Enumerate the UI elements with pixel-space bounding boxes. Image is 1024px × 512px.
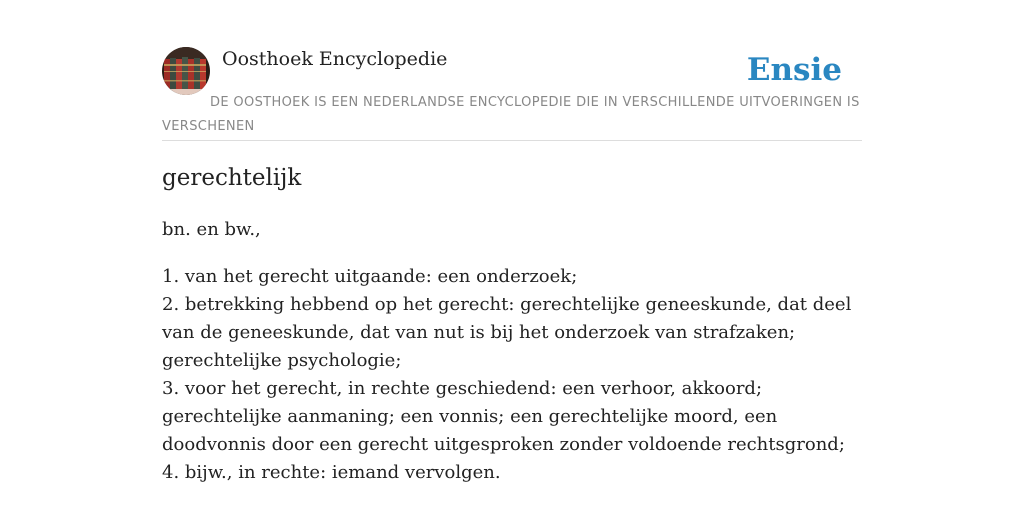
source-name[interactable]: Oosthoek Encyclopedie — [222, 48, 448, 70]
part-of-speech: bn. en bw., — [162, 219, 261, 240]
definition-item: 1. van het gerecht uitgaande: een onderzoek; — [162, 266, 578, 287]
definition-item: 3. voor het gerecht, in rechte geschiedend: een verhoor, akkoord; gerechtelijke aanmaning; een vonnis; een gerechtelijke moord, een doodvonnis door een gerecht uitgesproken zonder voldoende rechtsgrond; — [162, 378, 845, 455]
definition-item: 2. betrekking hebbend op het gerecht: gerechtelijke geneeskunde, dat deel van de geneeskunde, dat van nut is bij het onderzoek van strafzaken; gerechtelijke psychologie; — [162, 294, 852, 371]
encyclopedia-books-icon — [162, 47, 210, 95]
entry-title: gerechtelijk — [162, 165, 302, 191]
definition-list — [162, 263, 877, 487]
ensie-logo[interactable]: Ensie — [746, 52, 842, 88]
definition-item: 4. bijw., in rechte: iemand vervolgen. — [162, 462, 501, 483]
source-avatar[interactable] — [162, 47, 210, 95]
source-tagline: DE OOSTHOEK IS EEN NEDERLANDSE ENCYCLOPEDIE DIE IN VERSCHILLENDE UITVOERINGEN IS VERSCHENEN — [162, 95, 860, 134]
site-header — [162, 47, 862, 141]
